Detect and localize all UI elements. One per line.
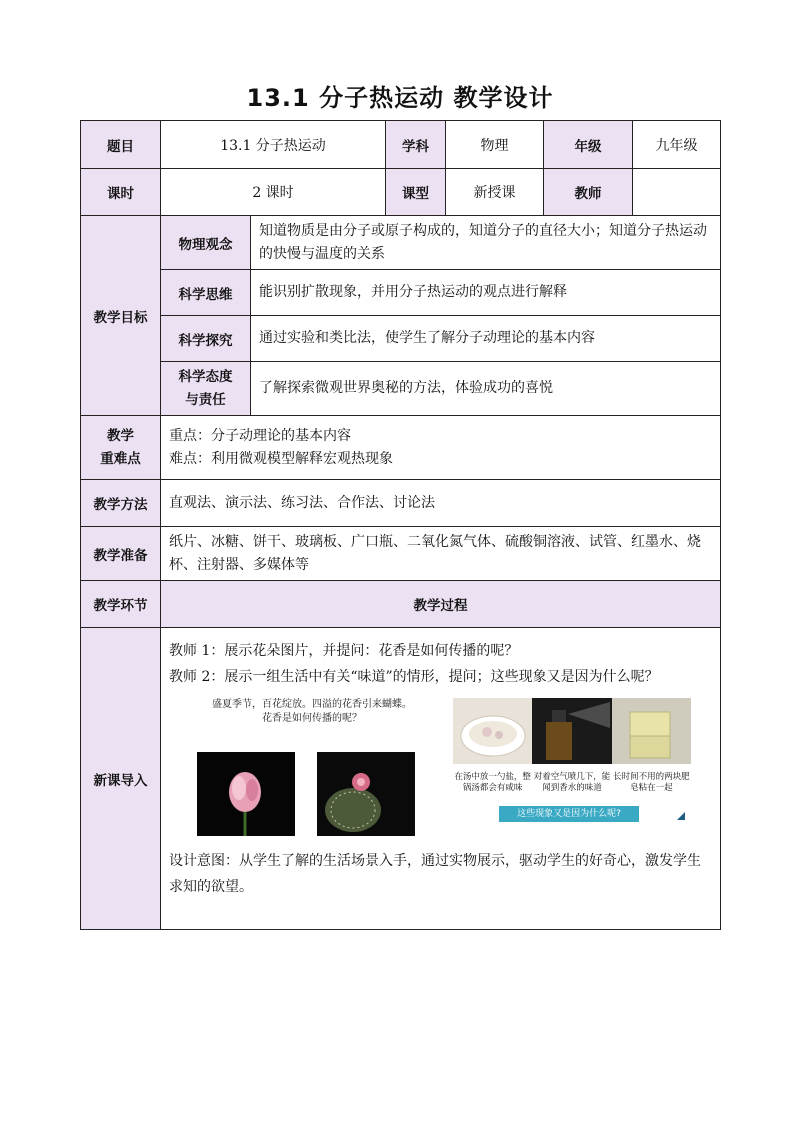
perfume-image: [532, 698, 611, 764]
prep-label: 教学准备: [81, 527, 161, 581]
goal-label: 物理观念: [161, 216, 251, 270]
page-title: 13.1 分子热运动 教学设计: [246, 84, 554, 112]
question-banner: 这些现象又是因为什么呢?: [499, 806, 639, 822]
goal-text: 能识别扩散现象，并用分子热运动的观点进行解释: [251, 270, 721, 316]
soup-image: [453, 698, 532, 764]
soup-caption: 在汤中放一勺盐，整锅汤都会有咸味: [454, 772, 531, 793]
flower-caption: 盛夏季节，百花绽放。四溢的花香引来蝴蝶。: [212, 699, 412, 710]
prep-text: 纸片、冰糖、饼干、玻璃板、广口瓶、二氧化氮气体、硫酸铜溶液、试管、红墨水、烧杯、注射器、多媒体等: [161, 527, 721, 581]
key-points-label: [81, 416, 161, 480]
table-row: [81, 316, 721, 362]
table-row: [81, 628, 721, 930]
type-label: 课型: [386, 169, 446, 216]
goals-label: 教学目标: [81, 216, 161, 416]
key-points-text: [161, 416, 721, 480]
key-points-label-line: 重难点: [100, 450, 141, 467]
table-row: [81, 480, 721, 527]
goal-label: [161, 362, 251, 416]
table-row: [81, 270, 721, 316]
period-value: 2 课时: [161, 169, 386, 216]
goal-label: 科学探究: [161, 316, 251, 362]
period-label: 课时: [81, 169, 161, 216]
teacher-value: [633, 169, 721, 216]
process-header-value: 教学过程: [161, 581, 721, 628]
grade-value: 九年级: [633, 121, 721, 169]
flower-image: [197, 752, 295, 836]
flower-question: 花香是如何传播的呢？: [262, 713, 362, 724]
subject-value: 物理: [446, 121, 544, 169]
goal-label-line: 与责任: [185, 391, 226, 408]
table-row: [81, 169, 721, 216]
soap-image: [612, 698, 691, 764]
topic-value: 13.1 分子热运动: [161, 121, 386, 169]
goal-label: 科学思维: [161, 270, 251, 316]
type-value: 新授课: [446, 169, 544, 216]
intro-label: 新课导入: [81, 628, 161, 930]
lesson-plan-table: [80, 120, 721, 930]
corner-triangle-icon: [677, 812, 685, 820]
grade-label: 年级: [544, 121, 633, 169]
table-row: [81, 362, 721, 416]
subject-label: 学科: [386, 121, 446, 169]
intro-content: [161, 628, 721, 930]
teacher-label: 教师: [544, 169, 633, 216]
flower-figure: [197, 698, 427, 836]
design-intent-text: 设计意图：从学生了解的生活场景入手，通过实物展示，驱动学生的好奇心，激发学生求知的欲望。: [169, 853, 701, 895]
goal-text: 通过实验和类比法，使学生了解分子动理论的基本内容: [251, 316, 721, 362]
difficult-point: 难点：利用微观模型解释宏观热现象: [169, 450, 393, 467]
cactus-flower-image: [317, 752, 415, 836]
topic-label: 题目: [81, 121, 161, 169]
intro-figure: [197, 698, 712, 836]
methods-text: 直观法、演示法、练习法、合作法、讨论法: [161, 480, 721, 527]
goal-text: 知道物质是由分子或原子构成的，知道分子的直径大小；知道分子热运动的快慢与温度的关系: [251, 216, 721, 270]
key-point: 重点：分子动理论的基本内容: [169, 427, 351, 444]
table-row: [81, 581, 721, 628]
key-points-label-line: 教学: [107, 427, 134, 444]
teacher-2-text: 教师 2：展示一组生活中有关“味道”的情形，提问；这些现象又是因为什么呢？: [169, 669, 659, 685]
process-header-label: 教学环节: [81, 581, 161, 628]
table-row: [81, 527, 721, 581]
teacher-1-text: 教师 1：展示花朵图片，并提问：花香是如何传播的呢？: [169, 643, 519, 659]
table-row: [81, 416, 721, 480]
methods-label: 教学方法: [81, 480, 161, 527]
perfume-caption: 对着空气喷几下，能闻到香水的味道: [533, 772, 611, 793]
goal-text: 了解探索微观世界奥秘的方法，体验成功的喜悦: [251, 362, 721, 416]
table-row: [81, 121, 721, 169]
table-row: [81, 216, 721, 270]
goal-label-line: 科学态度: [178, 368, 233, 385]
soap-caption: 长时间不用的两块肥皂粘在一起: [613, 772, 690, 793]
smell-phenomena-figure: [453, 698, 691, 822]
